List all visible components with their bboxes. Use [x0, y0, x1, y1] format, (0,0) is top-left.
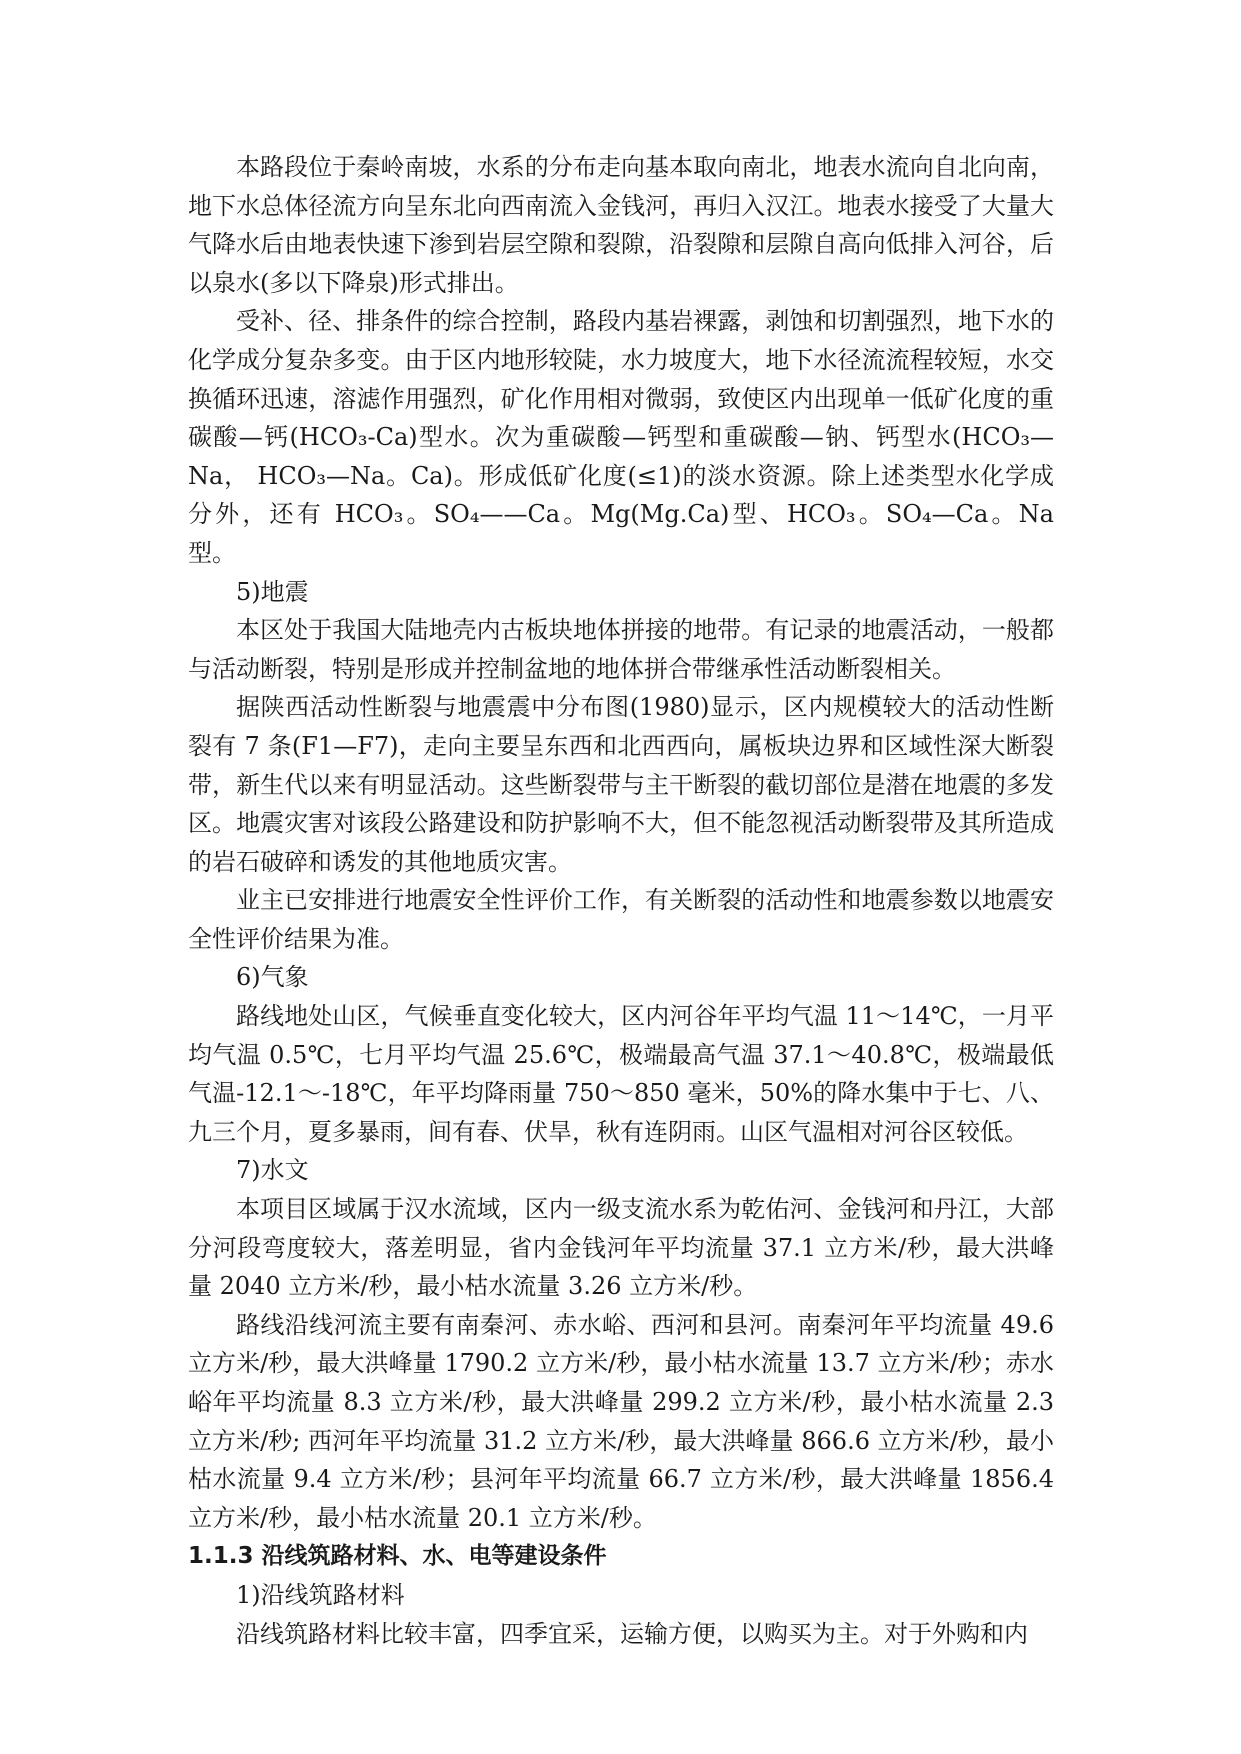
document-page	[188, 148, 1054, 1653]
section-label-earthquake: 5)地震	[236, 577, 309, 606]
paragraph-climate: 路线地处山区，气候垂直变化较大，区内河谷年平均气温 11～14℃，一月平均气温 0.5℃，七月平均气温 25.6℃，极端最高气温 37.1～40.8℃，极端最低气温-12.1～-18℃，年平均降雨量 750～850 毫米，50%的降水集中于七、八、九三个月，夏多暴雨，间有春、伏旱，秋有连阴雨。山区气温相对河谷区较低。	[188, 1002, 1054, 1146]
paragraph-road-materials: 沿线筑路材料比较丰富，四季宜采，运输方便，以购买为主。对于外购和内	[236, 1619, 1028, 1648]
paragraph-rivers-along-route: 路线沿线河流主要有南秦河、赤水峪、西河和县河。南秦河年平均流量 49.6 立方米/秒，最大洪峰量 1790.2 立方米/秒，最小枯水流量 13.7 立方米/秒；赤水峪年平均流量 8.3 立方米/秒，最大洪峰量 299.2 立方米/秒，最小枯水流量 2.3 立方米/秒; 西河年平均流量 31.2 立方米/秒，最大洪峰量 866.6 立方米/秒，最小枯水流量 9.4 立方米/秒；县河年平均流量 66.7 立方米/秒，最大洪峰量 1856.4 立方米/秒，最小枯水流量 20.1 立方米/秒。	[188, 1310, 1054, 1532]
paragraph-han-river-basin: 本项目区域属于汉水流域，区内一级支流水系为乾佑河、金钱河和丹江，大部分河段弯度较大，落差明显，省内金钱河年平均流量 37.1 立方米/秒，最大洪峰量 2040 立方米/秒，最小枯水流量 3.26 立方米/秒。	[188, 1195, 1054, 1301]
paragraph-seismic-evaluation: 业主已安排进行地震安全性评价工作，有关断裂的活动性和地震参数以地震安全性评价结果为准。	[188, 886, 1054, 953]
section-label-road-materials: 1)沿线筑路材料	[236, 1580, 405, 1609]
section-heading-construction-conditions: 1.1.3 沿线筑路材料、水、电等建设条件	[188, 1543, 607, 1570]
paragraph-water-chemistry: 受补、径、排条件的综合控制，路段内基岩裸露，剥蚀和切割强烈，地下水的化学成分复杂多变。由于区内地形较陡，水力坡度大，地下水径流流程较短，水交换循环迅速，溶滤作用强烈，矿化作用相对微弱，致使区内出现单一低矿化度的重碳酸—钙(HCO₃-Ca)型水。次为重碳酸—钙型和重碳酸—钠、钙型水(HCO₃—Na， HCO₃—Na。Ca)。形成低矿化度(≤1)的淡水资源。除上述类型水化学成分外，还有 HCO₃。SO₄——Ca。Mg(Mg.Ca)型、HCO₃。SO₄—Ca。Na 型。	[188, 307, 1054, 567]
paragraph-groundwater-flow: 本路段位于秦岭南坡，水系的分布走向基本取向南北，地表水流向自北向南，地下水总体径流方向呈东北向西南流入金钱河，再归入汉江。地表水接受了大量大气降水后由地表快速下渗到岩层空隙和裂隙，沿裂隙和层隙自高向低排入河谷，后以泉水(多以下降泉)形式排出。	[188, 153, 1054, 297]
paragraph-active-faults: 据陕西活动性断裂与地震震中分布图(1980)显示，区内规模较大的活动性断裂有 7 条(F1—F7)，走向主要呈东西和北西西向，属板块边界和区域性深大断裂带，新生代以来有明显活动。这些断裂带与主干断裂的截切部位是潜在地震的多发区。地震灾害对该段公路建设和防护影响不大，但不能忽视活动断裂带及其所造成的岩石破碎和诱发的其他地质灾害。	[188, 693, 1054, 876]
section-label-hydrology: 7)水文	[236, 1156, 309, 1185]
section-label-climate: 6)气象	[236, 963, 309, 992]
paragraph-earthquake-region: 本区处于我国大陆地壳内古板块地体拼接的地带。有记录的地震活动，一般都与活动断裂，特别是形成并控制盆地的地体拼合带继承性活动断裂相关。	[188, 616, 1054, 683]
